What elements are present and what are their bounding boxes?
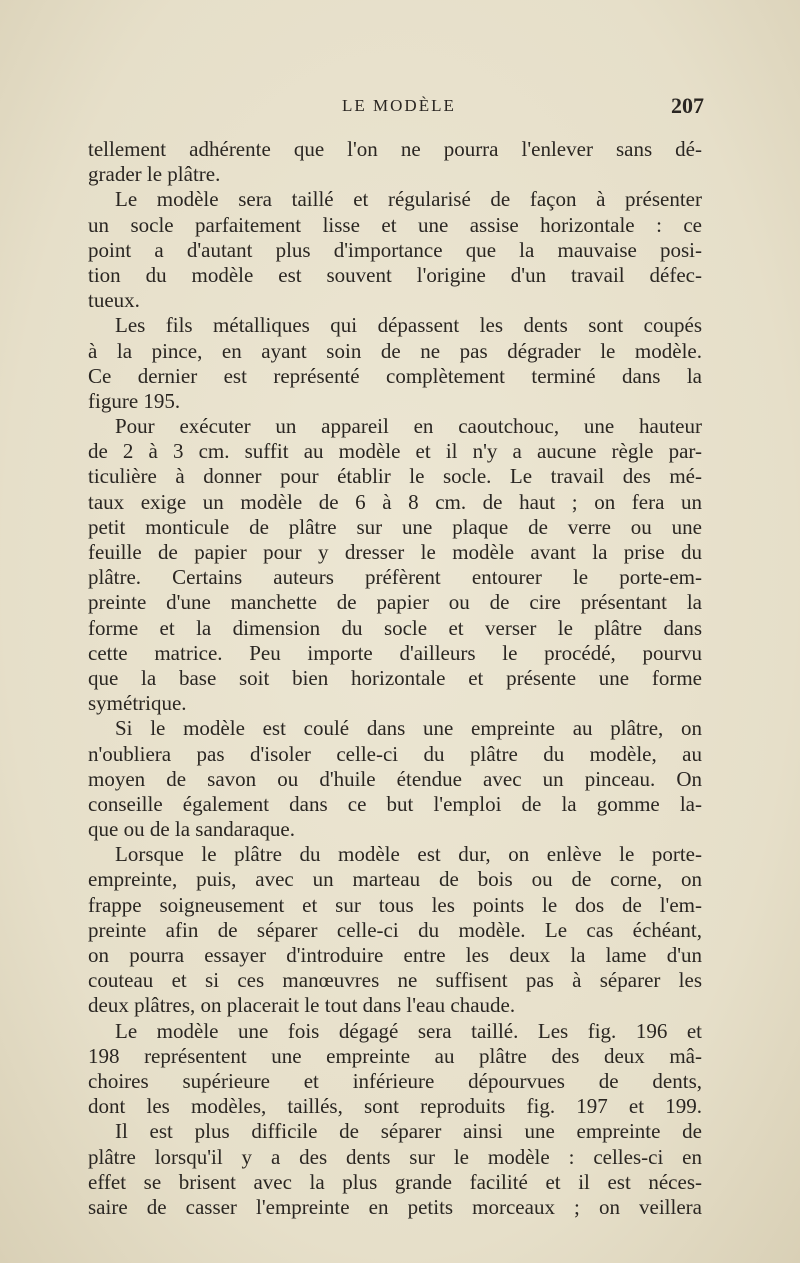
text-line: à la pince, en ayant soin de ne pas dégrader le modèle. bbox=[88, 338, 702, 363]
text-line: dont les modèles, taillés, sont reproduits fig. 197 et 199. bbox=[88, 1094, 702, 1119]
text-line: preinte d'une manchette de papier ou de cire présentant la bbox=[88, 590, 702, 615]
text-line: preinte afin de séparer celle-ci du modèle. Le cas échéant, bbox=[88, 917, 702, 942]
text-line: forme et la dimension du socle et verser le plâtre dans bbox=[88, 615, 702, 640]
body-text bbox=[88, 137, 702, 1220]
text-line: plâtre. Certains auteurs préfèrent entourer le porte-em- bbox=[88, 565, 702, 590]
text-line: Il est plus difficile de séparer ainsi une empreinte de bbox=[115, 1119, 702, 1144]
text-line: conseille également dans ce but l'emploi de la gomme la- bbox=[88, 791, 702, 816]
text-line: que ou de la sandaraque. bbox=[88, 817, 295, 842]
text-line: cette matrice. Peu importe d'ailleurs le procédé, pourvu bbox=[88, 640, 702, 665]
text-line: effet se brisent avec la plus grande facilité et il est néces- bbox=[88, 1169, 702, 1194]
text-line: un socle parfaitement lisse et une assise horizontale : ce bbox=[88, 212, 702, 237]
text-line: saire de casser l'empreinte en petits morceaux ; on veillera bbox=[88, 1194, 702, 1219]
text-line: ticulière à donner pour établir le socle. Le travail des mé- bbox=[88, 464, 702, 489]
text-line: tellement adhérente que l'on ne pourra l'enlever sans dé- bbox=[88, 137, 702, 161]
text-line: Lorsque le plâtre du modèle est dur, on enlève le porte- bbox=[115, 842, 702, 867]
text-line: grader le plâtre. bbox=[88, 162, 221, 187]
text-line: petit monticule de plâtre sur une plaque de verre ou une bbox=[88, 514, 702, 539]
page-header bbox=[88, 93, 708, 126]
text-line: frappe soigneusement et sur tous les points le dos de l'em- bbox=[88, 892, 702, 917]
text-line: point a d'autant plus d'importance que la mauvaise posi- bbox=[88, 237, 702, 262]
text-line: taux exige un modèle de 6 à 8 cm. de haut ; on fera un bbox=[88, 489, 702, 514]
text-line: empreinte, puis, avec un marteau de bois ou de corne, on bbox=[88, 867, 702, 892]
text-line: de 2 à 3 cm. suffit au modèle et il n'y a aucune règle par- bbox=[88, 439, 702, 464]
text-line: que la base soit bien horizontale et présente une forme bbox=[88, 665, 702, 690]
text-line: choires supérieure et inférieure dépourvues de dents, bbox=[88, 1068, 702, 1093]
running-title: LE MODÈLE bbox=[342, 96, 456, 115]
text-line: Le modèle une fois dégagé sera taillé. Les fig. 196 et bbox=[115, 1018, 702, 1043]
text-line: Si le modèle est coulé dans une empreinte au plâtre, on bbox=[115, 716, 702, 741]
text-line: couteau et si ces manœuvres ne suffisent pas à séparer les bbox=[88, 968, 702, 993]
text-line: symétrique. bbox=[88, 691, 187, 716]
text-line: tion du modèle est souvent l'origine d'un travail défec- bbox=[88, 262, 702, 287]
text-line: tueux. bbox=[88, 288, 140, 313]
text-line: Ce dernier est représenté complètement terminé dans la bbox=[88, 363, 702, 388]
text-line: figure 195. bbox=[88, 388, 181, 413]
text-line: Pour exécuter un appareil en caoutchouc, une hauteur bbox=[115, 414, 702, 439]
text-line: feuille de papier pour y dresser le modèle avant la prise du bbox=[88, 540, 702, 564]
text-line: 198 représentent une empreinte au plâtre des deux mâ- bbox=[88, 1043, 702, 1068]
text-line: moyen de savon ou d'huile étendue avec un pinceau. On bbox=[88, 766, 702, 791]
text-line: deux plâtres, on placerait le tout dans l'eau chaude. bbox=[88, 993, 516, 1018]
text-line: n'oubliera pas d'isoler celle-ci du plâtre du modèle, au bbox=[88, 741, 702, 766]
text-line: Les fils métalliques qui dépassent les dents sont coupés bbox=[115, 313, 702, 338]
text-line: Le modèle sera taillé et régularisé de façon à présenter bbox=[115, 187, 702, 212]
page-number: 207 bbox=[671, 93, 704, 118]
text-line: on pourra essayer d'introduire entre les deux la lame d'un bbox=[88, 943, 702, 967]
text-line: plâtre lorsqu'il y a des dents sur le modèle : celles-ci en bbox=[88, 1144, 702, 1169]
